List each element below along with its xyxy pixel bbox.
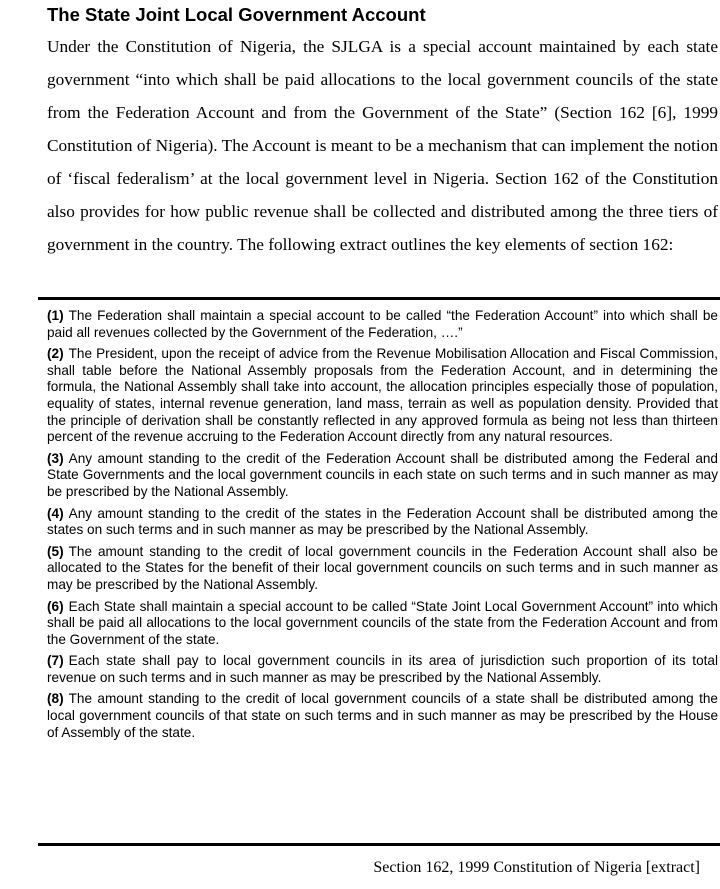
clause-text: Any amount standing to the credit of the Federation Account shall be distributed among the Federal and State Governments and the local government councils in each state on such terms and in such manner as may be prescribed by the National Assembly.	[47, 450, 718, 499]
clause-text: Any amount standing to the credit of the states in the Federation Account shall be distributed among the states on such terms and in such manner as may be prescribed by the National Assembly.	[47, 505, 718, 538]
constitution-extract	[47, 308, 718, 746]
clause-number: (4)	[47, 505, 64, 521]
clause-number: (5)	[47, 543, 64, 559]
clause-text: The Federation shall maintain a special account to be called “the Federation Account” into which shall be paid all revenues collected by the Government of the Federation, ….”	[47, 308, 718, 340]
clause-number: (6)	[47, 598, 64, 614]
clause-text: Each state shall pay to local government councils in its area of jurisdiction such proportion of its total revenue on such terms and in such manner as may be prescribed by the National Assembly.	[47, 653, 718, 685]
clause-number: (3)	[47, 450, 64, 466]
extract-caption: Section 162, 1999 Constitution of Nigeria [extract]	[373, 859, 700, 876]
clause-6	[47, 599, 718, 649]
clause-7	[47, 653, 718, 686]
clause-text: The amount standing to the credit of local government councils of a state shall be distributed among the local government councils of that state on such terms and in such manner as may be prescribed by the House of Assembly of the state.	[47, 691, 718, 740]
clause-text: The amount standing to the credit of local government councils in the Federation Account shall also be allocated to the States for the benefit of their local government councils on such terms and in such manner as may be prescribed by the National Assembly.	[47, 543, 718, 592]
clause-number: (8)	[47, 691, 64, 707]
clause-4	[47, 506, 718, 539]
clause-text: Each State shall maintain a special account to be called “State Joint Local Government Account” into which shall be paid all allocations to the local government councils of the state from the Federation Account and from the Government of the state.	[47, 598, 718, 647]
clause-2	[47, 346, 718, 446]
clause-text: The President, upon the receipt of advice from the Revenue Mobilisation Allocation and Fiscal Commission, shall table before the National Assembly proposals from the Federation Account, and in determining the formula, the National Assembly shall take into account, the allocation principles especially those of population, equality of states, internal revenue generation, land mass, terrain as well as population density. Provided that the principle of derivation shall be constantly reflected in any approved formula as being not less than thirteen percent of the revenue accruing to the Federation Account directly from any natural resources.	[47, 346, 718, 445]
section-heading: The State Joint Local Government Account	[47, 4, 426, 25]
clause-number: (2)	[47, 346, 64, 362]
clause-number: (1)	[47, 308, 64, 323]
clause-1	[47, 308, 718, 341]
extract-top-rule	[38, 297, 720, 300]
clause-3	[47, 451, 718, 501]
clause-5	[47, 544, 718, 594]
extract-bottom-rule	[38, 843, 720, 846]
clause-number: (7)	[47, 653, 64, 669]
clause-8	[47, 691, 718, 741]
intro-paragraph: Under the Constitution of Nigeria, the SJLGA is a special account maintained by each state government “into which shall be paid allocations to the local government councils of the state from the Federation Account and from the Government of the State” (Section 162 [6], 1999 Constitution of Nigeria). The Account is meant to be a mechanism that can implement the notion of ‘fiscal federalism’ at the local government level in Nigeria. Section 162 of the Constitution also provides for how public revenue shall be collected and distributed among the three tiers of government in the country. The following extract outlines the key elements of section 162:	[47, 37, 718, 254]
